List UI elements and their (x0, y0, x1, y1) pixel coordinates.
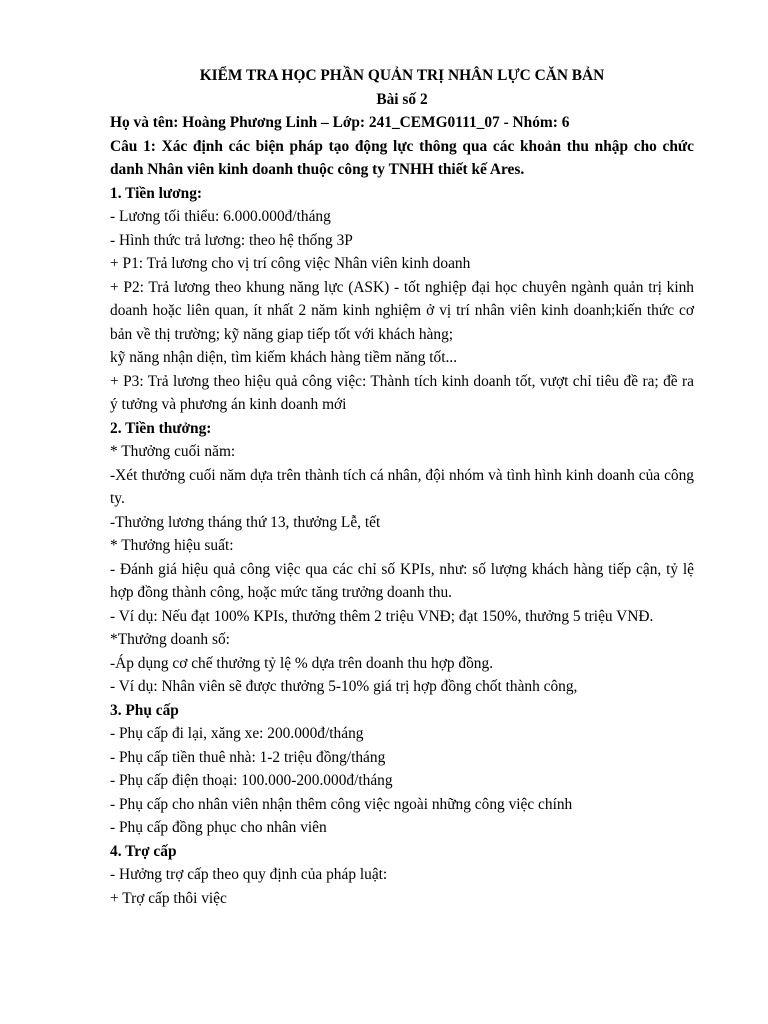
month-13-bonus-line: -Thưởng lương tháng thứ 13, thưởng Lễ, tết (110, 513, 381, 531)
performance-bonus-title: * Thưởng hiệu suất: (110, 537, 234, 554)
question-text: Câu 1: Xác định các biện pháp tạo động lực thông qua các khoản thu nhập cho chức danh Nhân viên kinh doanh thuộc công ty TNHH thiết kế Ares. (110, 137, 694, 178)
allowance-item: - Phụ cấp điện thoại: 100.000-200.000đ/tháng (110, 772, 393, 789)
subsidy-item: - Hưởng trợ cấp theo quy định của pháp luật: (110, 866, 388, 883)
allowance-item: - Phụ cấp tiền thuê nhà: 1-2 triệu đồng/tháng (110, 748, 386, 766)
min-wage-line: - Lương tối thiểu: 6.000.000đ/tháng (110, 208, 331, 225)
section-4-heading: 4. Trợ cấp (110, 842, 177, 860)
allowance-item: - Phụ cấp đồng phục cho nhân viên (110, 819, 327, 836)
section-1-heading: 1. Tiền lương: (110, 184, 203, 202)
performance-bonus-example: - Ví dụ: Nếu đạt 100% KPIs, thưởng thêm 2 triệu VNĐ; đạt 150%, thưởng 5 triệu VNĐ. (110, 607, 654, 625)
allowance-item: - Phụ cấp đi lại, xăng xe: 200.000đ/tháng (110, 725, 364, 742)
p2-tail-line: kỹ năng nhận diện, tìm kiếm khách hàng tiềm năng tốt... (110, 349, 458, 366)
p2-paragraph: + P2: Trả lương theo khung năng lực (ASK) - tốt nghiệp đại học chuyên ngành quản trị kinh doanh hoặc liên quan, ít nhất 2 năm kinh nghiệm ở vị trí nhân viên kinh doanh;kiến thức cơ bản về thị trường; kỹ năng giap tiếp tốt với khách hàng; (110, 278, 694, 343)
year-end-bonus-title: * Thưởng cuối năm: (110, 443, 236, 460)
student-info: Họ và tên: Hoàng Phương Linh – Lớp: 241_CEMG0111_07 - Nhóm: 6 (110, 114, 570, 131)
sales-bonus-title: *Thưởng doanh số: (110, 631, 230, 648)
section-3-heading: 3. Phụ cấp (110, 701, 179, 719)
performance-bonus-desc: - Đánh giá hiệu quả công việc qua các chỉ số KPIs, như: số lượng khách hàng tiếp cận, tỷ lệ hợp đồng thành công, hoặc mức tăng trưởng doanh thu. (110, 560, 694, 601)
allowance-item: - Phụ cấp cho nhân viên nhận thêm công việc ngoài những công việc chính (110, 795, 573, 813)
document-page (110, 64, 694, 910)
p1-line: + P1: Trả lương cho vị trí công việc Nhân viên kinh doanh (110, 255, 471, 272)
document-title: KIỂM TRA HỌC PHẦN QUẢN TRỊ NHÂN LỰC CĂN BẢN (199, 67, 605, 84)
section-2-heading: 2. Tiền thưởng: (110, 419, 212, 437)
sales-bonus-example: - Ví dụ: Nhân viên sẽ được thưởng 5-10% giá trị hợp đồng chốt thành công, (110, 678, 578, 695)
p3-paragraph: + P3: Trả lương theo hiệu quả công việc: Thành tích kinh doanh tốt, vượt chỉ tiêu đề ra; đề ra ý tưởng và phương án kinh doanh mới (110, 372, 694, 413)
document-subtitle: Bài số 2 (376, 90, 428, 108)
year-end-bonus-desc: -Xét thưởng cuối năm dựa trên thành tích cá nhân, đội nhóm và tình hình kinh doanh của công ty. (110, 466, 694, 507)
subsidy-item: + Trợ cấp thôi việc (110, 889, 227, 907)
pay-form-line: - Hình thức trả lương: theo hệ thống 3P (110, 231, 353, 249)
sales-bonus-desc: -Áp dụng cơ chế thưởng tỷ lệ % dựa trên doanh thu hợp đồng. (110, 654, 494, 672)
